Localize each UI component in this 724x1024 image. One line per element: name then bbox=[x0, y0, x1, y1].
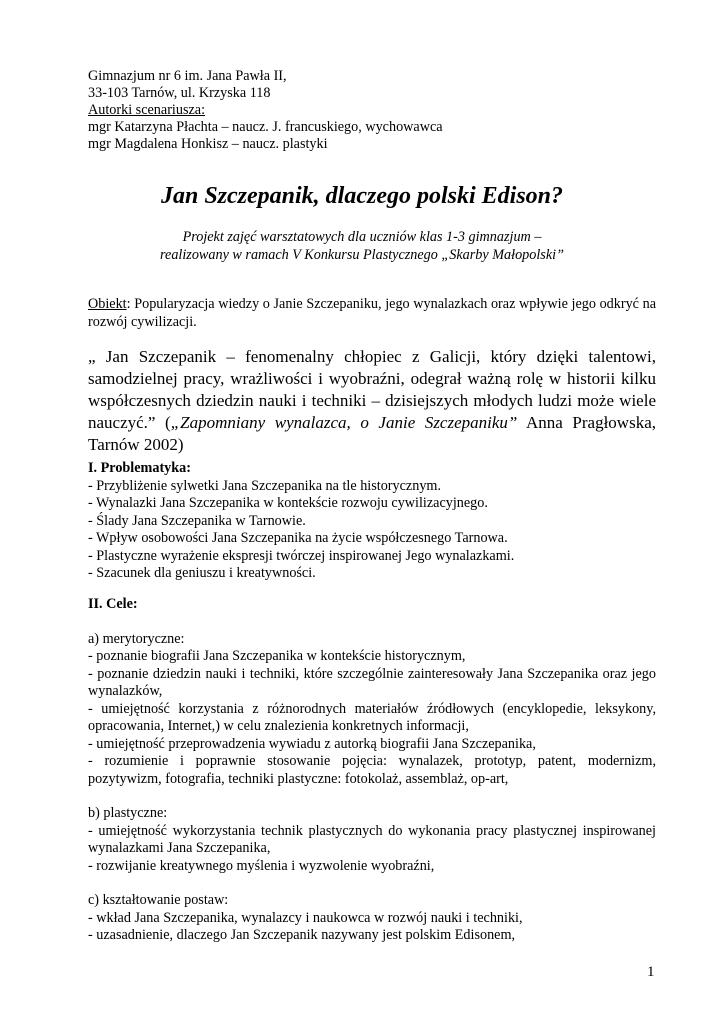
subsection-label: b) plastyczne: bbox=[88, 805, 168, 821]
subsection-label: c) kształtowanie postaw: bbox=[88, 892, 229, 908]
list-item: - umiejętność wykorzystania technik plastycznych do wykonania pracy plastycznej inspirowanej wynalazkami Jana Szczepanika, bbox=[88, 822, 656, 856]
list-item: - uzasadnienie, dlaczego Jan Szczepanik nazywany jest polskim Edisonem, bbox=[88, 927, 516, 943]
author-1: mgr Katarzyna Płachta – naucz. J. francuskiego, wychowawca bbox=[88, 119, 443, 135]
list-item: - umiejętność korzystania z różnorodnych materiałów źródłowych (encyklopedie, leksykony, opracowania, Internet,) w celu znalezienia konkretnych informacji, bbox=[88, 700, 656, 734]
list-item: - umiejętność przeprowadzenia wywiadu z autorką biografii Jana Szczepanika, bbox=[88, 735, 536, 752]
page-number: 1 bbox=[647, 964, 655, 980]
list-item: - Szacunek dla geniuszu i kreatywności. bbox=[88, 565, 316, 581]
subtitle bbox=[0, 229, 724, 264]
list-item: - Wpływ osobowości Jana Szczepanika na życie współczesnego Tarnowa. bbox=[88, 530, 508, 546]
quote-paragraph bbox=[88, 346, 656, 456]
list-item: - Przybliżenie sylwetki Jana Szczepanika na tle historycznym. bbox=[88, 477, 441, 494]
objective-text: : Popularyzacja wiedzy o Janie Szczepaniku, jego wynalazkach oraz wpływie jego odkryć na rozwój cywilizacji. bbox=[88, 296, 656, 330]
authors-label: Autorki scenariusza: bbox=[88, 102, 206, 118]
objective-label: Obiekt bbox=[88, 296, 127, 312]
header-block bbox=[88, 68, 443, 153]
page-title: Jan Szczepanik, dlaczego polski Edison? bbox=[160, 183, 564, 209]
list-item: - rozumienie i poprawnie stosowanie pojęcia: wynalazek, prototyp, patent, modernizm, pozytywizm, fotografia, techniki plastyczne: fotokolaż, assemblaż, op-art, bbox=[88, 753, 656, 787]
author-2: mgr Magdalena Honkisz – naucz. plastyki bbox=[88, 136, 328, 152]
subsection-label: a) merytoryczne: bbox=[88, 630, 185, 647]
list-item: - Plastyczne wyrażenie ekspresji twórczej inspirowanej Jego wynalazkami. bbox=[88, 547, 515, 564]
section-cele bbox=[88, 596, 656, 945]
list-item: - wkład Jana Szczepanika, wynalazcy i naukowca w rozwój nauki i techniki, bbox=[88, 909, 523, 926]
list-item: - rozwijanie kreatywnego myślenia i wyzwolenie wyobraźni, bbox=[88, 857, 435, 874]
list-item: - poznanie biografii Jana Szczepanika w kontekście historycznym, bbox=[88, 648, 466, 664]
school-address: 33-103 Tarnów, ul. Krzyska 118 bbox=[88, 85, 271, 101]
section-problematyka bbox=[88, 460, 656, 583]
section-heading: II. Cele: bbox=[88, 596, 138, 612]
section-heading: I. Problematyka: bbox=[88, 460, 191, 476]
subtitle-line-1: Projekt zajęć warsztatowych dla uczniów klas 1-3 gimnazjum – bbox=[182, 229, 542, 245]
school-name: Gimnazjum nr 6 im. Jana Pawła II, bbox=[88, 68, 287, 84]
list-item: - Ślady Jana Szczepanika w Tarnowie. bbox=[88, 512, 306, 529]
quote-source-title: „Zapomniany wynalazca, o Janie Szczepaniku” bbox=[170, 413, 518, 432]
objective-paragraph bbox=[88, 296, 656, 331]
quote-text: „ Jan Szczepanik – fenomenalny chłopiec z Galicji, który dzięki talentowi, samodzielnej pracy, wrażliwości i wyobraźni, odegrał ważną rolę w historii kilku współczesnych dziedzin nauki i techniki – dzisiejszych młodych ludzi może wiele nauczyć.” ( bbox=[88, 347, 656, 432]
subtitle-line-2: realizowany w ramach V Konkursu Plastycznego „Skarby Małopolski” bbox=[160, 246, 564, 263]
quote-source-rest: Anna Pragłowska, Tarnów 2002) bbox=[88, 413, 656, 454]
list-item: - poznanie dziedzin nauki i techniki, które szczególnie zainteresowały Jana Szczepanika oraz jego wynalazków, bbox=[88, 665, 656, 699]
list-item: - Wynalazki Jana Szczepanika w kontekście rozwoju cywilizacyjnego. bbox=[88, 495, 488, 511]
